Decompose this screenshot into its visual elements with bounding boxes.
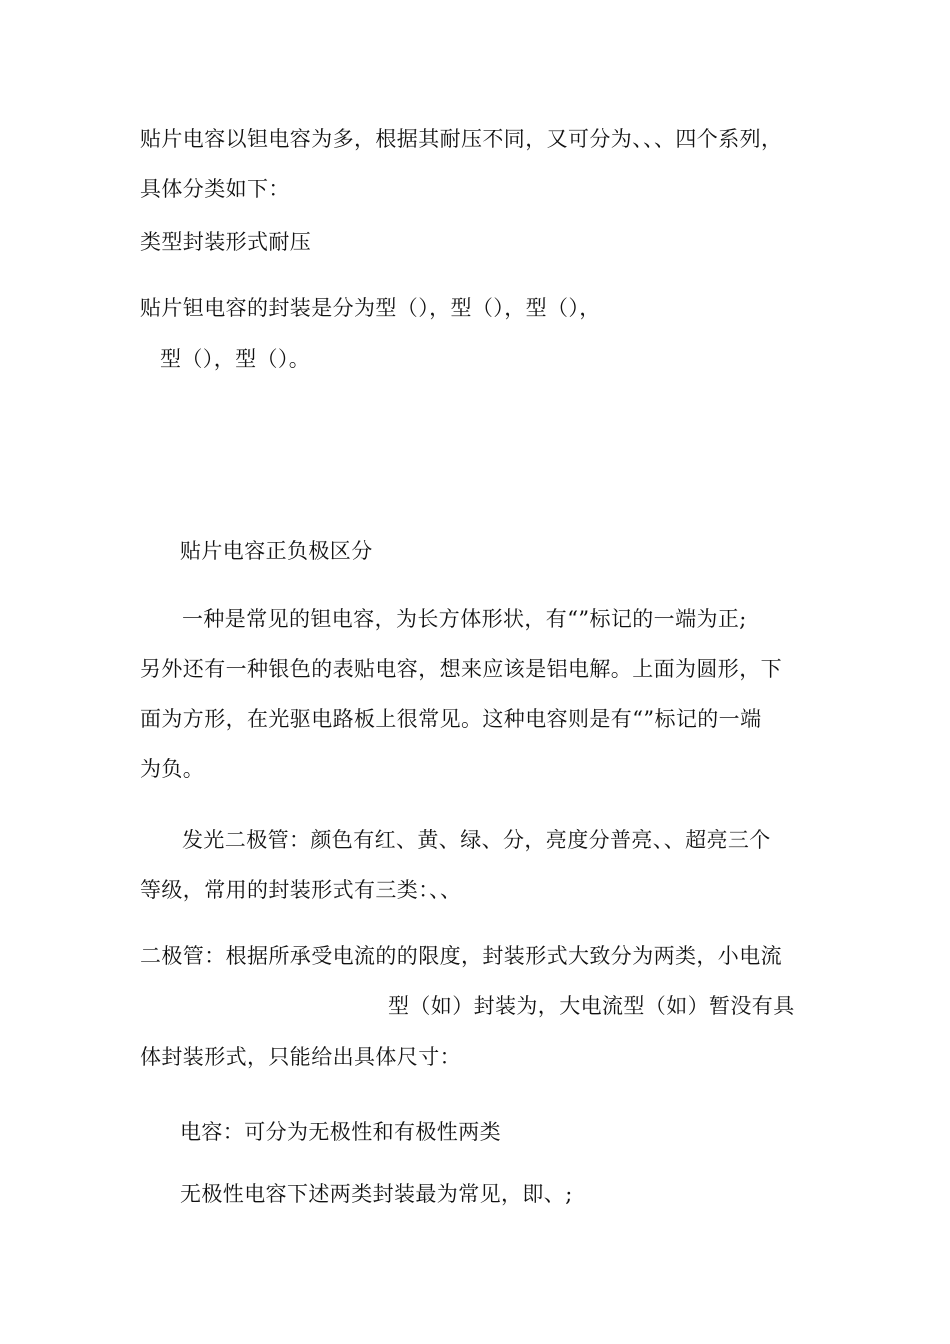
paragraph-line: 等级，常用的封装形式有三类：、、 bbox=[140, 878, 462, 902]
paragraph-line: 型（如）封装为，大电流型（如）暂没有具 bbox=[388, 994, 795, 1018]
paragraph-line: 贴片钽电容的封装是分为型（），型（），型（）， bbox=[140, 296, 601, 320]
paragraph-line: 具体分类如下： bbox=[140, 177, 290, 201]
paragraph-line: 为负。 bbox=[140, 757, 205, 781]
paragraph-line: 另外还有一种银色的表贴电容，想来应该是铝电解。上面为圆形，下 bbox=[140, 657, 782, 681]
paragraph-line: 型（），型（）。 bbox=[160, 347, 311, 371]
paragraph-line: 一种是常见的钽电容，为长方体形状，有“”标记的一端为正; bbox=[182, 607, 747, 631]
section-heading: 贴片电容正负极区分 bbox=[180, 539, 373, 563]
paragraph-line: 无极性电容下述两类封装最为常见，即、; bbox=[180, 1182, 573, 1206]
paragraph-line: 电容：可分为无极性和有极性两类 bbox=[180, 1120, 501, 1144]
paragraph-line: 贴片电容以钽电容为多，根据其耐压不同，又可分为、、、四个系列， bbox=[140, 127, 783, 151]
table-header-line: 类型封装形式耐压 bbox=[140, 230, 312, 254]
paragraph-line: 发光二极管：颜色有红、黄、绿、分，亮度分普亮、、超亮三个 bbox=[182, 828, 771, 852]
paragraph-line: 面为方形，在光驱电路板上很常见。这种电容则是有“”标记的一端 bbox=[140, 707, 762, 731]
paragraph-line: 体封装形式，只能给出具体尺寸： bbox=[140, 1045, 461, 1069]
paragraph-line: 二极管：根据所承受电流的的限度，封装形式大致分为两类，小电流 bbox=[140, 944, 782, 968]
